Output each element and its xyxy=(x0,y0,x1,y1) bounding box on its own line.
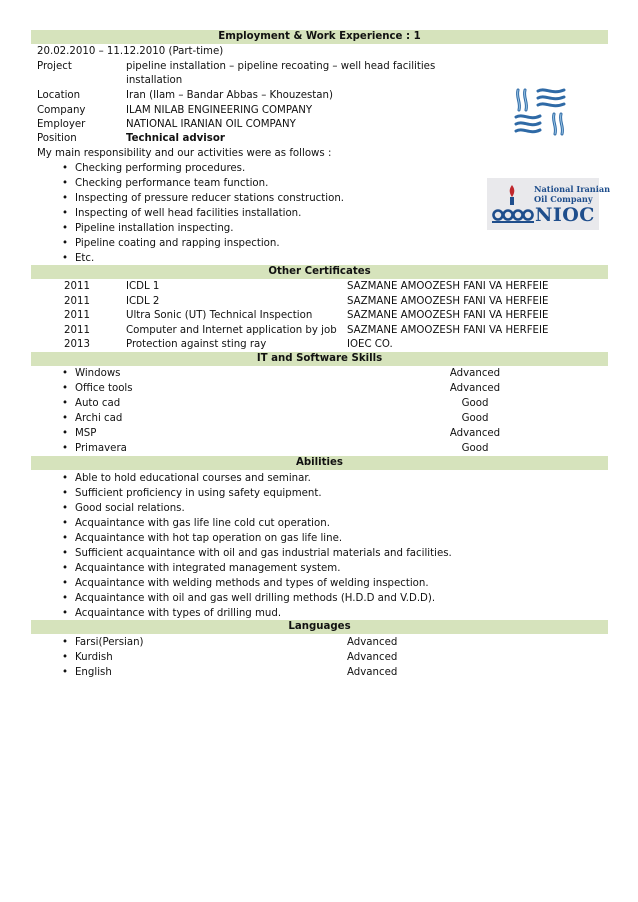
language-level: Advanced xyxy=(347,652,398,663)
bullet-icon: • xyxy=(61,413,68,424)
language-name: English xyxy=(75,667,112,678)
ability-item: Acquaintance with welding methods and types of welding inspection. xyxy=(75,578,429,589)
detail-label-company: Company xyxy=(37,105,86,116)
bullet-icon: • xyxy=(61,428,68,439)
bullet-icon: • xyxy=(61,652,68,663)
skill-name: Archi cad xyxy=(75,413,123,424)
detail-label-employer: Employer xyxy=(37,119,86,130)
certificates-section-header: Other Certificates xyxy=(31,265,608,279)
bullet-icon: • xyxy=(61,488,68,499)
cert-title: ICDL 1 xyxy=(126,281,160,292)
bullet-icon: • xyxy=(61,398,68,409)
cert-year: 2011 xyxy=(64,296,90,307)
language-level: Advanced xyxy=(347,637,398,648)
detail-value-company: ILAM NILAB ENGINEERING COMPANY xyxy=(126,105,313,116)
bullet-icon: • xyxy=(61,178,68,189)
bullet-icon: • xyxy=(61,593,68,604)
bullet-icon: • xyxy=(61,193,68,204)
ability-item: Able to hold educational courses and seminar. xyxy=(75,473,311,484)
detail-label-location: Location xyxy=(37,90,81,101)
bullet-icon: • xyxy=(61,223,68,234)
bullet-icon: • xyxy=(61,253,68,264)
cert-year: 2011 xyxy=(64,310,90,321)
bullet-icon: • xyxy=(61,637,68,648)
cert-title: Computer and Internet application by job xyxy=(126,325,337,336)
nioc-logo xyxy=(487,178,611,230)
ability-item: Good social relations. xyxy=(75,503,185,514)
ability-item: Acquaintance with gas life line cold cut operation. xyxy=(75,518,330,529)
bullet-icon: • xyxy=(61,533,68,544)
nioc-logo-abbr: NIOC xyxy=(535,204,595,226)
bullet-icon: • xyxy=(61,383,68,394)
skill-level: Good xyxy=(461,398,489,409)
cert-year: 2011 xyxy=(64,281,90,292)
cert-title: ICDL 2 xyxy=(126,296,160,307)
task-item: Etc. xyxy=(75,253,95,264)
language-name: Farsi(Persian) xyxy=(75,637,144,648)
cert-year: 2013 xyxy=(64,339,90,350)
ability-item: Acquaintance with integrated management system. xyxy=(75,563,341,574)
responsibilities-intro: My main responsibility and our activities were as follows : xyxy=(37,148,332,159)
cert-issuer: IOEC CO. xyxy=(347,339,393,350)
skill-name: MSP xyxy=(75,428,97,439)
detail-label-position: Position xyxy=(37,133,77,144)
bullet-icon: • xyxy=(61,368,68,379)
cert-issuer: SAZMANE AMOOZESH FANI VA HERFEIE xyxy=(347,296,549,307)
bullet-icon: • xyxy=(61,163,68,174)
detail-value-employer: NATIONAL IRANIAN OIL COMPANY xyxy=(126,119,296,130)
task-item: Pipeline installation inspecting. xyxy=(75,223,234,234)
skill-level: Advanced xyxy=(449,368,501,379)
skill-name: Windows xyxy=(75,368,121,379)
cert-issuer: SAZMANE AMOOZESH FANI VA HERFEIE xyxy=(347,310,549,321)
ability-item: Acquaintance with hot tap operation on gas life line. xyxy=(75,533,343,544)
bullet-icon: • xyxy=(61,563,68,574)
cert-issuer: SAZMANE AMOOZESH FANI VA HERFEIE xyxy=(347,325,549,336)
task-item: Inspecting of pressure reducer stations construction. xyxy=(75,193,345,204)
language-name: Kurdish xyxy=(75,652,113,663)
employment-period: 20.02.2010 – 11.12.2010 (Part-time) xyxy=(37,46,224,57)
detail-label-project: Project xyxy=(37,61,72,72)
bullet-icon: • xyxy=(61,578,68,589)
skills-section-header: IT and Software Skills xyxy=(31,352,608,366)
cert-title: Protection against sting ray xyxy=(126,339,267,350)
detail-value-project-cont: installation xyxy=(126,75,183,86)
task-item: Inspecting of well head facilities installation. xyxy=(75,208,302,219)
cert-year: 2011 xyxy=(64,325,90,336)
cert-issuer: SAZMANE AMOOZESH FANI VA HERFEIE xyxy=(347,281,549,292)
bullet-icon: • xyxy=(61,503,68,514)
task-item: Checking performing procedures. xyxy=(75,163,246,174)
languages-section-header: Languages xyxy=(31,620,608,634)
employment-section-header: Employment & Work Experience : 1 xyxy=(31,30,608,44)
skill-name: Office tools xyxy=(75,383,133,394)
ability-item: Acquaintance with oil and gas well drilling methods (H.D.D and V.D.D). xyxy=(75,593,436,604)
skill-level: Good xyxy=(461,413,489,424)
language-level: Advanced xyxy=(347,667,398,678)
bullet-icon: • xyxy=(61,548,68,559)
skill-level: Good xyxy=(461,443,489,454)
bullet-icon: • xyxy=(61,473,68,484)
cert-title: Ultra Sonic (UT) Technical Inspection xyxy=(126,310,313,321)
bullet-icon: • xyxy=(61,667,68,678)
ability-item: Sufficient proficiency in using safety equipment. xyxy=(75,488,322,499)
ability-item: Acquaintance with types of drilling mud. xyxy=(75,608,282,619)
bullet-icon: • xyxy=(61,238,68,249)
abilities-section-header: Abilities xyxy=(31,456,608,470)
nioc-logo-line2: Oil Company xyxy=(534,194,593,204)
task-item: Pipeline coating and rapping inspection. xyxy=(75,238,280,249)
bullet-icon: • xyxy=(61,518,68,529)
skill-level: Advanced xyxy=(449,383,501,394)
task-item: Checking performance team function. xyxy=(75,178,269,189)
ability-item: Sufficient acquaintance with oil and gas industrial materials and facilities. xyxy=(75,548,452,559)
bullet-icon: • xyxy=(61,208,68,219)
nioc-logo-line1: National Iranian xyxy=(534,184,611,194)
bullet-icon: • xyxy=(61,443,68,454)
skill-name: Auto cad xyxy=(75,398,121,409)
skill-level: Advanced xyxy=(449,428,501,439)
gas-company-wave-logo xyxy=(512,84,574,140)
detail-value-position: Technical advisor xyxy=(126,133,225,144)
skill-name: Primavera xyxy=(75,443,127,454)
detail-value-project: pipeline installation – pipeline recoating – well head facilities xyxy=(126,61,436,72)
bullet-icon: • xyxy=(61,608,68,619)
detail-value-location: Iran (Ilam – Bandar Abbas – Khouzestan) xyxy=(126,90,333,101)
